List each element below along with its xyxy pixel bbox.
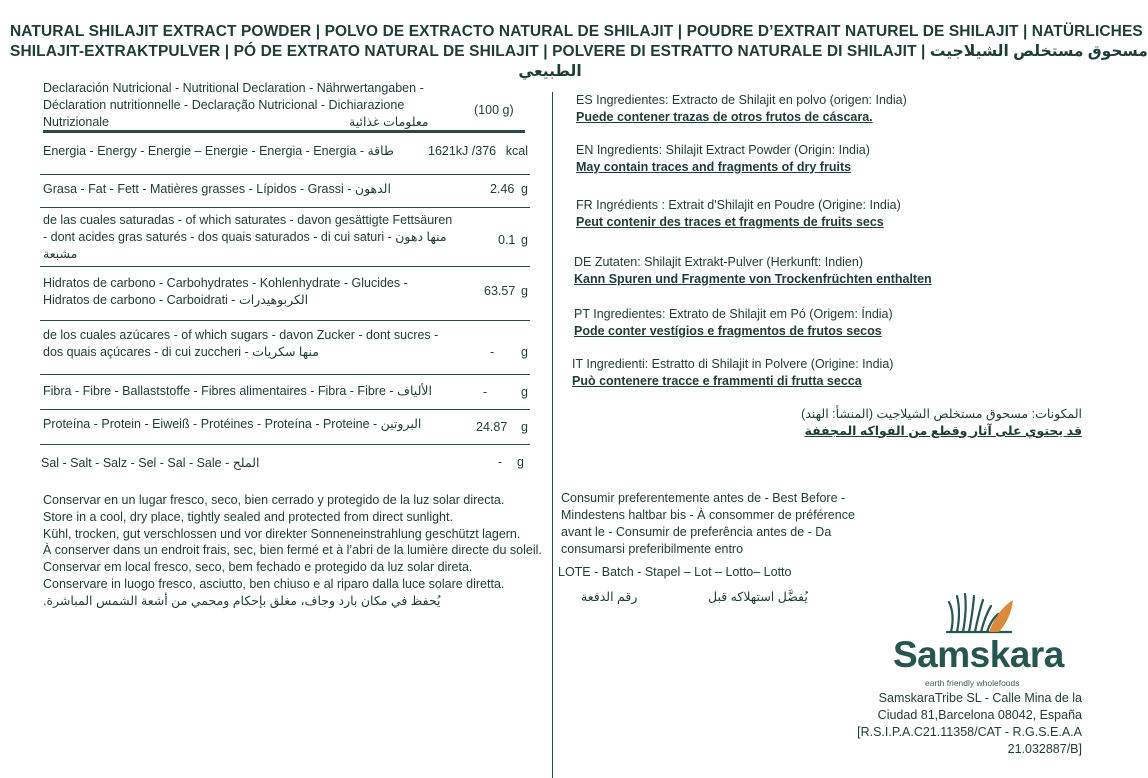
nutrition-unit: g <box>521 284 528 298</box>
nutrition-label: de los cuales azúcares - of which sugars - davon Zucker - dont sucres - dos quais açúcares - di cui zuccheri - منها سكريات <box>43 328 439 359</box>
nutrition-row-rule <box>40 174 530 175</box>
nutrition-unit: g <box>521 233 528 247</box>
title-line-1: NATURAL SHILAJIT EXTRACT POWDER | POLVO DE EXTRACTO NATURAL DE SHILAJIT | POUDRE D’EXTRAIT NATUREL DE SHILAJIT | NATÜRLICHES <box>10 23 1143 40</box>
nutrition-value: - <box>483 385 488 399</box>
ingredients-text: EN Ingredients: Shilajit Extract Powder (Origin: India) <box>576 143 870 157</box>
nutrition-unit: g <box>521 182 528 196</box>
storage-it: Conservare in luogo fresco, asciutto, ben chiuso e al riparo dalla luce solare diretta. <box>43 576 505 591</box>
title-line-2: SHILAJIT-EXTRAKTPULVER | PÓ DE EXTRATO NATURAL DE SHILAJIT | POLVERE DI ESTRATTO NATURALE DI SHILAJIT | مسحوق مستخلص الشيلاجيت <box>10 43 1148 60</box>
nutrition-value: 0.1 <box>498 233 516 247</box>
batch-label-ar: رقم الدفعة <box>581 590 638 604</box>
product-title <box>10 22 1148 82</box>
ingredients-pt <box>574 306 893 339</box>
storage-fr: À conserver dans un endroit frais, sec, bien fermé et à l’abri de la lumière directe du soleil. <box>43 543 542 558</box>
column-divider <box>552 92 553 778</box>
nutrition-label: Energia - Energy - Energie – Energie - Energia - Energia - طاقة <box>43 144 394 158</box>
best-before-label-ar: يُفضَّل استهلاكه قبل <box>708 590 808 604</box>
nutrition-unit: g <box>521 385 528 399</box>
nutrition-value: - <box>490 345 495 359</box>
nutrition-value: 24.87 <box>476 420 508 434</box>
storage-instructions <box>43 492 548 610</box>
nutrition-row-rule <box>40 374 530 375</box>
nutrition-label: de las cuales saturadas - of which saturates - davon gesättigte Fettsäuren - dont acides gras saturés - dos quais saturados - di cui saturi - منها دهون مشبعة <box>43 213 453 261</box>
ingredients-text: ES Ingredientes: Extracto de Shilajit en polvo (origen: India) <box>576 93 907 107</box>
company-address: SamskaraTribe SL - Calle Mina de la Ciudad 81,Barcelona 08042, España [R.S.I.P.A.C21.11358/CAT - R.G.S.E.A.A 21.032887/B] <box>857 691 1082 756</box>
allergen-warning: Pode conter vestígios e fragmentos de frutos secos <box>574 323 882 338</box>
ingredients-text: IT Ingredienti: Estratto di Shilajit in Polvere (Origine: India) <box>572 357 894 371</box>
nutrition-value: - <box>498 455 503 469</box>
ingredients-text: PT Ingredientes: Extrato de Shilajit em Pó (Origem: Índia) <box>574 307 893 321</box>
nutrition-unit: g <box>521 345 528 359</box>
nutrition-row-rule <box>40 409 530 410</box>
nutrition-row-rule <box>40 320 530 321</box>
allergen-warning: Kann Spuren und Fragmente von Trockenfrüchten enthalten <box>574 271 932 286</box>
ingredients-fr <box>576 197 901 230</box>
storage-pt: Conservar em local fresco, seco, bem fechado e protegido da luz solar direta. <box>43 560 473 575</box>
nutrition-label: Grasa - Fat - Fett - Matières grasses - Lípidos - Grassi - الدهون <box>43 182 391 196</box>
ingredients-de <box>574 254 932 287</box>
nutrition-heading-rule <box>43 130 525 133</box>
nutrition-label: Fibra - Fibre - Ballaststoffe - Fibres alimentaires - Fibra - Fibre - الألياف <box>43 384 432 398</box>
brand-tagline: earth friendly wholefoods <box>925 678 1020 688</box>
nutrition-row-rule <box>40 266 530 267</box>
leaf-fan-icon <box>945 592 1017 636</box>
ingredients-en <box>576 142 870 175</box>
storage-es: Conservar en un lugar fresco, seco, bien cerrado y protegido de la luz solar directa. <box>43 493 505 507</box>
nutrition-value: 63.57 <box>484 284 516 298</box>
nutrition-unit: g <box>517 455 524 469</box>
nutrition-per-100g: (100 g) <box>474 103 514 117</box>
storage-de: Kühl, trocken, gut verschlossen und vor direkter Sonneneinstrahlung geschützt lagern. <box>43 526 521 541</box>
nutrition-heading-ar: معلومات غذائية <box>349 115 429 129</box>
nutrition-value: 1621kJ /376 <box>428 144 497 158</box>
ingredients-ar <box>801 406 1082 439</box>
storage-en: Store in a cool, dry place, tightly sealed and protected from direct sunlight. <box>43 509 453 524</box>
nutrition-unit: g <box>521 420 528 434</box>
nutrition-row-rule <box>40 444 530 445</box>
best-before-label: Consumir preferentemente antes de - Best Before - Mindestens haltbar bis - À consommer de préférence avant le - Consumir de preferência antes de - Da consumarsi preferibilmente entro <box>561 491 855 556</box>
nutrition-heading <box>43 80 463 131</box>
ingredients-es <box>576 92 907 125</box>
nutrition-label: Proteína - Protein - Eiweiß - Protéines - Proteína - Proteine - البروتين <box>43 417 422 431</box>
brand-name: Samskara <box>893 634 1064 675</box>
allergen-warning: Puede contener trazas de otros frutos de cáscara. <box>576 109 873 124</box>
nutrition-label: Hidratos de carbono - Carbohydrates - Kohlenhydrate - Glucides - Hidratos de carbono - Carboidrati - الكربوهيدرات <box>43 276 408 307</box>
storage-ar: يُحفظ في مكان بارد وجاف، مغلق بإحكام ومحمي من أشعة الشمس المباشرة. <box>43 593 441 608</box>
nutrition-unit: kcal <box>505 144 528 158</box>
ingredients-text: FR Ingrédients : Extrait d'Shilajit en Poudre (Origine: India) <box>576 198 901 212</box>
ingredients-text: المكونات: مسحوق مستخلص الشيلاجيت (المنشأ: الهند) <box>801 407 1082 421</box>
nutrition-row-rule <box>40 207 530 208</box>
allergen-warning: May contain traces and fragments of dry fruits <box>576 159 852 174</box>
nutrition-heading-text: Declaración Nutricional - Nutritional Declaration - Nährwertangaben - Déclaration nutritionnelle - Declaração Nutricional - Dichiarazione Nutrizionale <box>43 81 424 129</box>
brand-logo <box>893 592 1073 690</box>
title-line-3: الطبيعي <box>518 63 582 80</box>
ingredients-text: DE Zutaten: Shilajit Extrakt-Pulver (Herkunft: Indien) <box>574 255 864 269</box>
nutrition-label: Sal - Salt - Salz - Sel - Sal - Sale - الملح <box>41 456 260 470</box>
ingredients-it <box>572 356 893 389</box>
allergen-warning: Peut contenir des traces et fragments de fruits secs <box>576 214 884 229</box>
allergen-warning: قد يحتوي على آثار وقطع من الفواكه المجففة <box>804 423 1082 438</box>
batch-label: LOTE - Batch - Stapel – Lot – Lotto– Lotto <box>558 565 792 579</box>
allergen-warning: Può contenere tracce e frammenti di frutta secca <box>572 373 862 388</box>
nutrition-value: 2.46 <box>490 182 515 196</box>
